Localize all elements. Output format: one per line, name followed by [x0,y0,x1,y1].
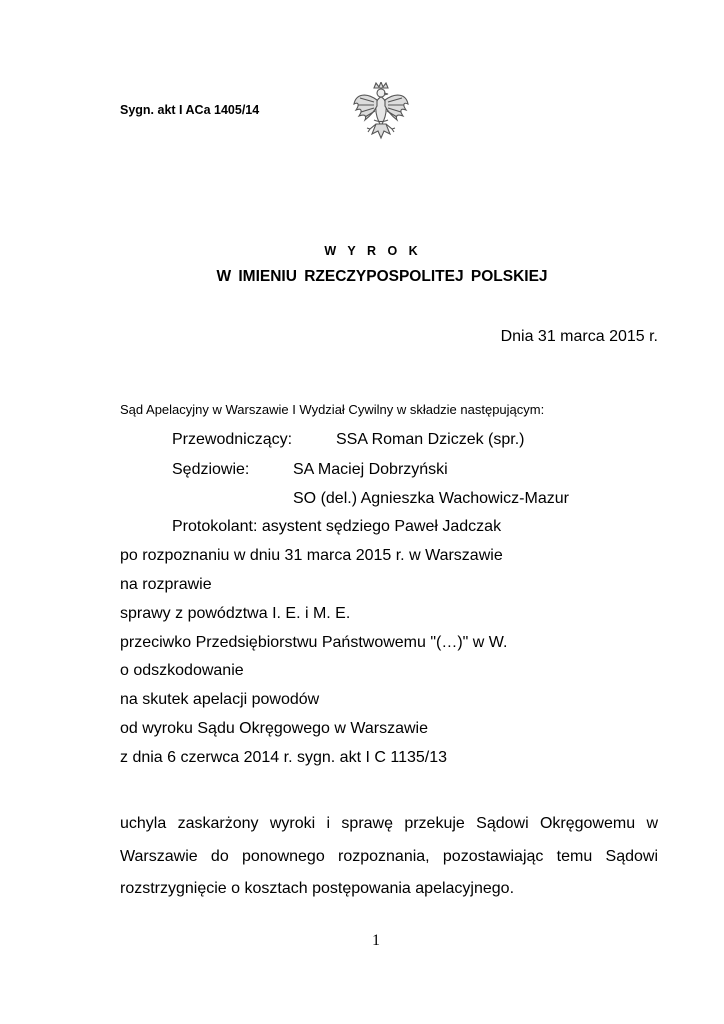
case-line: sprawy z powództwa I. E. i M. E. [120,605,351,622]
clerk-line: Protokolant: asystent sędziego Paweł Jadczak [172,518,502,535]
chair-name: SSA Roman Dziczek (spr.) [336,431,525,448]
case-line: na skutek apelacji powodów [120,691,320,708]
polish-eagle-emblem-icon [352,82,410,146]
judgment-subtitle: W IMIENIU RZECZYPOSPOLITEJ POLSKIEJ [216,268,548,285]
case-line: z dnia 6 czerwca 2014 r. sygn. akt I C 1135/13 [120,749,447,766]
judgment-heading: W Y R O K [324,244,422,258]
judge-name: SO (del.) Agnieszka Wachowicz-Mazur [293,490,569,507]
case-line: przeciwko Przedsiębiorstwu Państwowemu "(…)" w W. [120,634,508,651]
case-line: po rozpoznaniu w dniu 31 marca 2015 r. w Warszawie [120,547,503,564]
case-line: na rozprawie [120,576,212,593]
page-number: 1 [372,932,380,949]
judge-name: SA Maciej Dobrzyński [293,461,448,478]
case-signature: Sygn. akt I ACa 1405/14 [120,103,260,117]
ruling-paragraph: uchyla zaskarżony wyroki i sprawę przekuje Sądowi Okręgowemu w Warszawie do ponownego rozpoznania, pozostawiając temu Sądowi rozstrzygnięcie o kosztach postępowania apelacyjnego. [120,815,658,897]
judgment-date: Dnia 31 marca 2015 r. [500,328,658,345]
chair-label: Przewodniczący: [172,431,293,448]
case-line: od wyroku Sądu Okręgowego w Warszawie [120,720,428,737]
judges-label: Sędziowie: [172,461,250,478]
court-composition: Sąd Apelacyjny w Warszawie I Wydział Cywilny w składzie następującym: [120,402,545,417]
case-line: o odszkodowanie [120,662,244,679]
